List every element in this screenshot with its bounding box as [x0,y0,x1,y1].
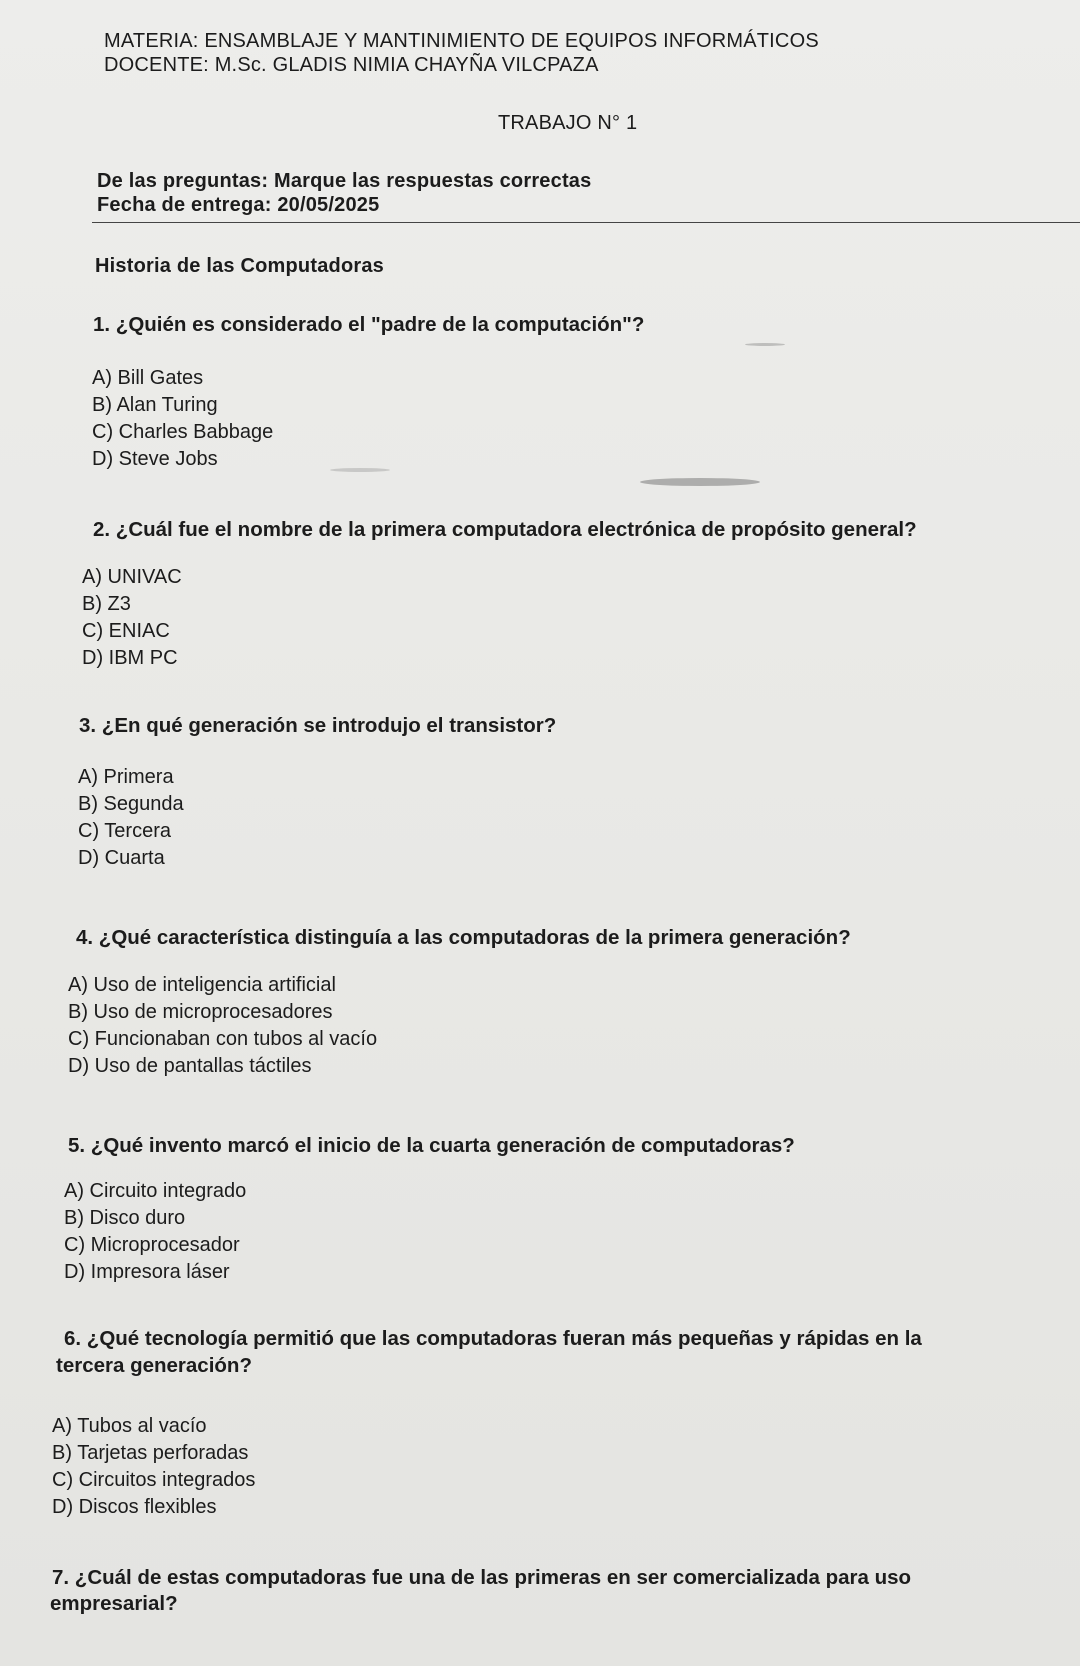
question-2-option-d: D) IBM PC [82,647,178,669]
question-3-option-c: C) Tercera [78,820,171,842]
question-5: 5. ¿Qué invento marcó el inicio de la cuarta generación de computadoras? [68,1134,795,1157]
question-1-option-c: C) Charles Babbage [92,421,274,443]
question-3: 3. ¿En qué generación se introdujo el transistor? [79,714,557,737]
question-4-option-a: A) Uso de inteligencia artificial [68,974,336,996]
ink-smudge [640,478,760,486]
question-5-option-c: C) Microprocesador [64,1234,240,1256]
question-7-line-2: empresarial? [50,1592,178,1615]
question-6-line-2: tercera generación? [56,1354,252,1377]
question-3-option-d: D) Cuarta [78,847,165,869]
question-1-option-d: D) Steve Jobs [92,448,218,470]
question-3-option-b: B) Segunda [78,793,184,815]
question-2-option-c: C) ENIAC [82,620,170,642]
due-date-line: Fecha de entrega: 20/05/2025 [97,194,380,216]
question-7-line-1: 7. ¿Cuál de estas computadoras fue una de las primeras en ser comercializada para uso [52,1566,912,1589]
question-5-option-b: B) Disco duro [64,1207,186,1229]
section-title: Historia de las Computadoras [95,255,384,277]
question-4-option-d: D) Uso de pantallas táctiles [68,1055,312,1077]
assignment-title: TRABAJO N° 1 [498,112,638,134]
question-3-option-a: A) Primera [78,766,174,788]
question-5-option-a: A) Circuito integrado [64,1180,247,1202]
question-4: 4. ¿Qué característica distinguía a las computadoras de la primera generación? [76,926,851,949]
question-2-option-b: B) Z3 [82,593,131,615]
question-5-option-d: D) Impresora láser [64,1261,230,1283]
instructions-line: De las preguntas: Marque las respuestas correctas [97,170,592,192]
question-1: 1. ¿Quién es considerado el "padre de la computación"? [93,313,645,336]
ink-smudge [745,343,785,346]
question-2: 2. ¿Cuál fue el nombre de la primera computadora electrónica de propósito general? [93,518,917,541]
question-6-line-1: 6. ¿Qué tecnología permitió que las computadoras fueran más pequeñas y rápidas en la [64,1327,922,1350]
header-divider [92,222,1080,223]
subject-line: MATERIA: ENSAMBLAJE Y MANTINIMIENTO DE EQUIPOS INFORMÁTICOS [104,30,819,52]
question-1-option-a: A) Bill Gates [92,367,204,389]
question-6-option-a: A) Tubos al vacío [52,1415,207,1437]
question-2-option-a: A) UNIVAC [82,566,182,588]
question-6-option-d: D) Discos flexibles [52,1496,217,1518]
question-4-option-b: B) Uso de microprocesadores [68,1001,333,1023]
ink-smudge [330,468,390,472]
teacher-line: DOCENTE: M.Sc. GLADIS NIMIA CHAYÑA VILCPAZA [104,54,599,76]
question-1-option-b: B) Alan Turing [92,394,218,416]
question-4-option-c: C) Funcionaban con tubos al vacío [68,1028,378,1050]
question-6-option-b: B) Tarjetas perforadas [52,1442,249,1464]
question-6-option-c: C) Circuitos integrados [52,1469,256,1491]
